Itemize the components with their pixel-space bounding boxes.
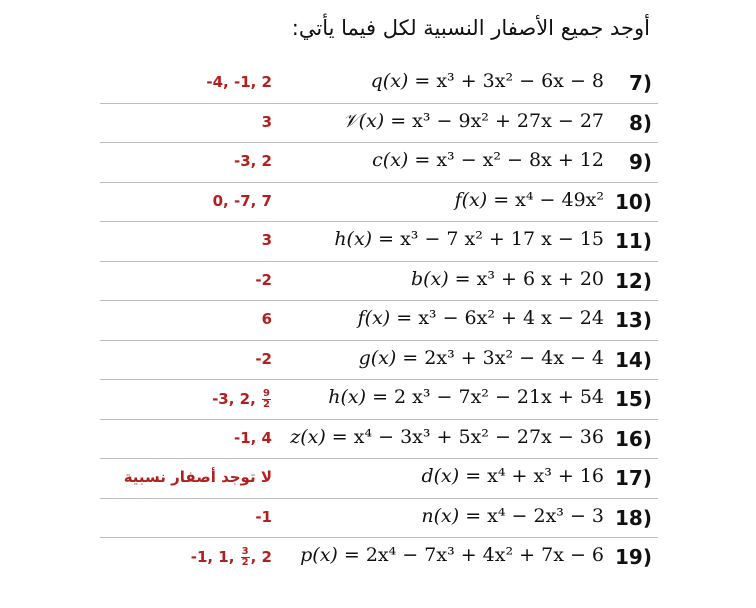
problem-number: (19 (615, 545, 652, 569)
equation: g(x) = 2x³ + 3x² − 4x − 4 (358, 346, 604, 369)
answer-text: -3, 2, (212, 390, 256, 408)
answer (191, 547, 272, 568)
polynomial: x⁴ − 2x³ − 3 (487, 504, 604, 527)
problem-row (100, 143, 658, 183)
fraction-numerator: 3 (241, 546, 249, 557)
problem-number: (12 (615, 268, 652, 293)
function-name: h(x) (334, 228, 373, 250)
polynomial: x³ + 3x² − 6x − 8 (436, 70, 604, 92)
answer: -3, 2 (233, 152, 272, 170)
problem-number: (8 (628, 110, 652, 135)
function-name: 𝒱(x) (342, 109, 385, 132)
function-name: q(x) (370, 70, 409, 92)
instructions-title: أوجد جميع الأصفار النسبية لكل فيما يأتي: (291, 16, 650, 40)
problem-number: (14 (615, 347, 652, 372)
answer: -2 (255, 349, 272, 368)
equation: h(x) = 2 x³ − 7x² − 21x + 54 (328, 386, 604, 408)
function-name: f(x) (454, 188, 488, 211)
fraction-denominator: 2 (241, 557, 249, 568)
equation: h(x) = x³ − 7 x² + 17 x − 15 (334, 228, 604, 250)
answer-tail: , 2 (250, 548, 272, 566)
problem-row (100, 380, 658, 420)
answer: 6 (261, 310, 272, 328)
polynomial: 2x⁴ − 7x³ + 4x² + 7x − 6 (365, 544, 604, 566)
function-name: b(x) (410, 267, 449, 290)
answer (212, 389, 272, 410)
equation: d(x) = x⁴ + x³ + 16 (421, 465, 604, 487)
polynomial: x³ − x² − 8x + 12 (436, 149, 604, 171)
problem-number: (17 (615, 466, 652, 490)
answer: -4, -1, 2 (206, 73, 272, 91)
problem-number: (16 (615, 426, 652, 451)
answer: 0, -7, 7 (212, 191, 272, 210)
function-name: f(x) (357, 307, 391, 329)
problem-number: (15 (615, 387, 652, 411)
function-name: g(x) (358, 346, 397, 369)
polynomial: x³ − 6x² + 4 x − 24 (418, 307, 604, 329)
answer-fraction (241, 547, 250, 568)
problem-number: (13 (615, 308, 652, 332)
function-name: n(x) (421, 504, 460, 527)
answer-fraction (262, 389, 271, 410)
equation: n(x) = x⁴ − 2x³ − 3 (421, 504, 604, 527)
equation: z(x) = x⁴ − 3x³ + 5x² − 27x − 36 (290, 425, 604, 448)
answer: -1, 4 (233, 428, 272, 447)
problem-number: (7 (628, 71, 652, 95)
function-name: z(x) (290, 425, 326, 448)
polynomial: x³ + 6 x + 20 (476, 267, 604, 290)
answer: 3 (261, 231, 272, 249)
polynomial: x³ − 7 x² + 17 x − 15 (400, 228, 604, 250)
problem-row (100, 341, 658, 381)
problem-row (100, 222, 658, 262)
fraction-denominator: 2 (263, 399, 270, 410)
problem-row (100, 538, 658, 578)
function-name: d(x) (421, 465, 460, 487)
equation: f(x) = x³ − 6x² + 4 x − 24 (357, 307, 604, 329)
problem-row (100, 499, 658, 539)
equation: c(x) = x³ − x² − 8x + 12 (372, 149, 604, 171)
answer: -2 (255, 270, 272, 289)
function-name: p(x) (300, 544, 338, 566)
problem-number: (11 (615, 229, 652, 253)
problem-number: (18 (615, 505, 652, 530)
problem-row (100, 420, 658, 460)
equation: p(x) = 2x⁴ − 7x³ + 4x² + 7x − 6 (300, 544, 604, 566)
polynomial: x⁴ + x³ + 16 (487, 465, 604, 487)
equation: b(x) = x³ + 6 x + 20 (410, 267, 604, 290)
problem-row (100, 104, 658, 144)
problem-row (100, 459, 658, 499)
answer: 3 (261, 112, 272, 131)
function-name: h(x) (328, 386, 367, 408)
polynomial: x³ − 9x² + 27x − 27 (412, 109, 604, 132)
problem-row (100, 301, 658, 341)
equation: q(x) = x³ + 3x² − 6x − 8 (370, 70, 604, 92)
answer-text: -1, 1, (190, 548, 235, 566)
problem-row (100, 262, 658, 302)
equation: 𝒱(x) = x³ − 9x² + 27x − 27 (342, 109, 604, 132)
polynomial: x⁴ − 3x³ + 5x² − 27x − 36 (353, 425, 604, 448)
polynomial: 2x³ + 3x² − 4x − 4 (424, 346, 604, 369)
polynomial: 2 x³ − 7x² − 21x + 54 (394, 386, 604, 408)
problem-list (100, 64, 658, 578)
polynomial: x⁴ − 49x² (515, 188, 604, 211)
equation: f(x) = x⁴ − 49x² (454, 188, 604, 211)
problem-row (100, 64, 658, 104)
problem-number: (10 (615, 189, 652, 214)
problem-number: (9 (628, 150, 652, 174)
problem-row (100, 183, 658, 223)
fraction-numerator: 9 (263, 388, 270, 399)
answer: -1 (255, 507, 272, 526)
answer: لا توجد أصفار نسبية (123, 468, 272, 486)
function-name: c(x) (372, 149, 409, 171)
